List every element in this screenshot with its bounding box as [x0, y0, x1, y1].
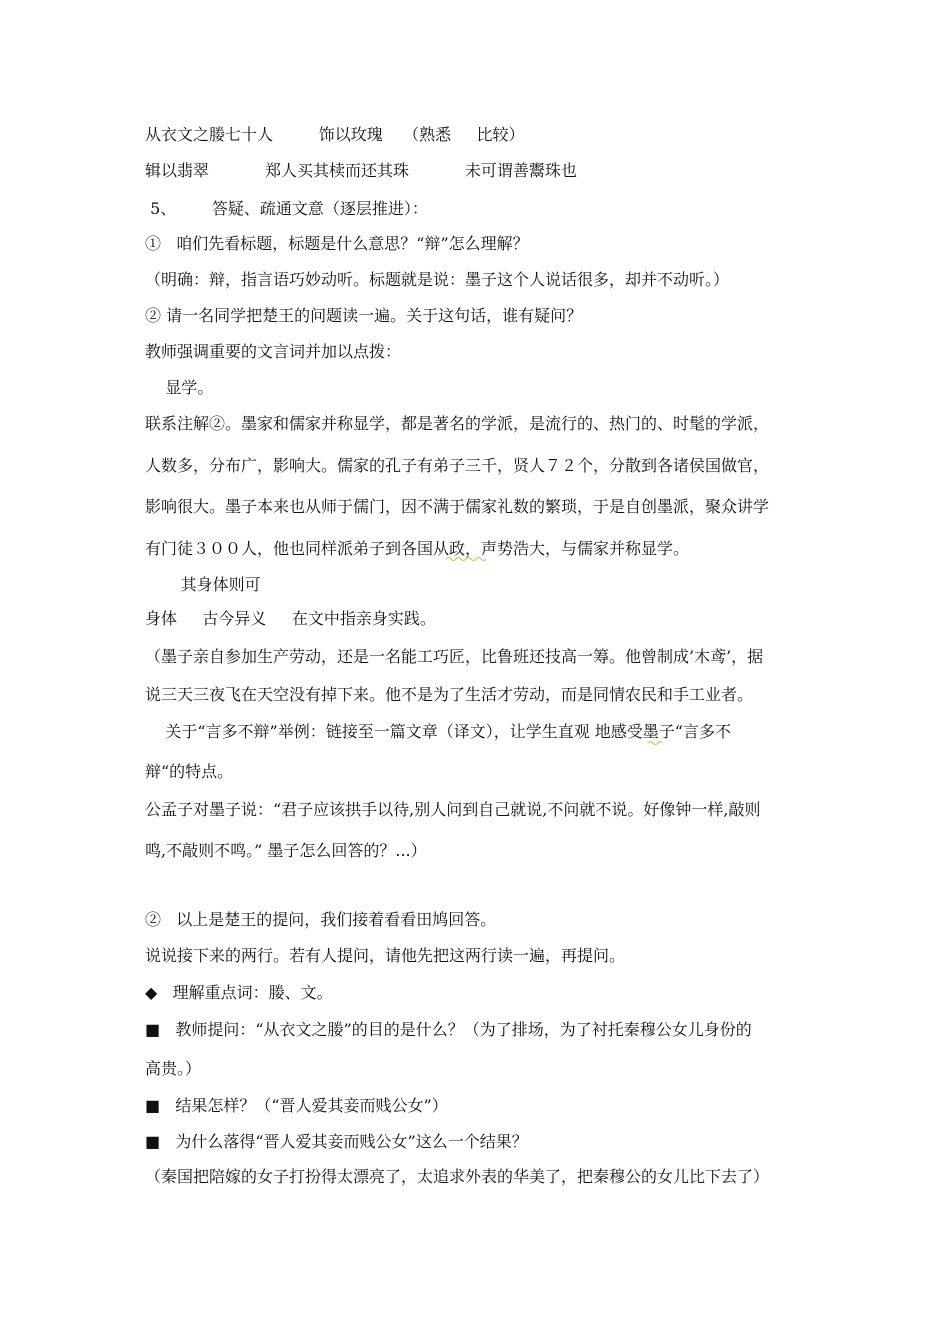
section-heading: 5、 答疑、疏通文意（逐层推进）： [145, 199, 428, 218]
text-line: ② 以上是楚王的提问，我们接着看看田鸠回答。 [145, 910, 497, 929]
bullet-item: ■ 教师提问：“从衣文之媵”的目的是什么？（为了排场，为了衬托秦穆公女儿身份的 [145, 1020, 752, 1039]
text-line: （明确：辩，指言语巧妙动听。标题就是说：墨子这个人说话很多，却并不动听。） [145, 270, 730, 289]
text-line: 人数多，分布广，影响大。儒家的孔子有弟子三千，贤人７２个，分散到各诸侯国做官， [145, 456, 770, 475]
bullet-item: ■ 为什么落得“晋人爱其妾而贱公女”这么一个结果？ [145, 1132, 528, 1151]
text-line: （秦国把陪嫁的女子打扮得太漂亮了，太追求外表的华美了，把秦穆公的女儿比下去了） [145, 1167, 770, 1186]
text-line: 有门徒３００人，他也同样派弟子到各国从政，声势浩大，与儒家并称显学。 [145, 539, 690, 558]
text-line: 影响很大。墨子本来也从师于儒门，因不满于儒家礼数的繁琐，于是自创墨派，聚众讲学 [145, 497, 770, 516]
text-line: 辩“的特点。 [145, 762, 234, 781]
text-line: 关于“言多不辩”举例：链接至一篇文章（译文），让学生直观 地感受墨子“言多不 [145, 722, 731, 741]
text-line: 公孟子对墨子说：“君子应该拱手以待,别人问到自己就说,不问就不说。好像钟一样,敲则 [145, 800, 761, 819]
text-line: 高贵。） [145, 1059, 202, 1078]
bullet-item: ■ 结果怎样？（“晋人爱其妾而贱公女”） [145, 1096, 448, 1115]
text-line: ① 咱们先看标题，标题是什么意思？“辩”怎么理解？ [145, 234, 529, 253]
text-line: 显学。 [145, 378, 214, 397]
text-line: 鸣,不敲则不鸣。” 墨子怎么回答的？...） [145, 841, 427, 860]
text-line: 教师强调重要的文言词并加以点拨： [145, 342, 402, 361]
spellcheck-squiggle-icon [648, 740, 662, 746]
text-line: 联系注解②。墨家和儒家并称显学，都是著名的学派，是流行的、热门的、时髦的学派， [145, 414, 770, 433]
bullet-item: ◆ 理解重点词：媵、文。 [145, 983, 333, 1002]
text-line: 说说接下来的两行。若有人提问，请他先把这两行读一遍，再提问。 [145, 946, 626, 965]
text-line: 辑以翡翠 郑人买其椟而还其珠 未可谓善鬻珠也 [145, 161, 577, 180]
text-line: ② 请一名同学把楚王的问题读一遍。关于这句话，谁有疑问？ [145, 306, 583, 325]
text-line: 其身体则可 [145, 575, 261, 594]
text-line: 身体 古今异义 在文中指亲身实践。 [145, 609, 436, 628]
spellcheck-squiggle-icon [446, 556, 486, 562]
text-line: （墨子亲自参加生产劳动，还是一名能工巧匠，比鲁班还技高一筹。他曾制成’木鸢’，据 [145, 647, 764, 666]
text-line: 从衣文之媵七十人 饰以玫瑰 （熟悉 比较） [145, 125, 525, 144]
text-line: 说三天三夜飞在天空没有掉下来。他不是为了生活才劳动，而是同情农民和手工业者。 [145, 685, 754, 704]
